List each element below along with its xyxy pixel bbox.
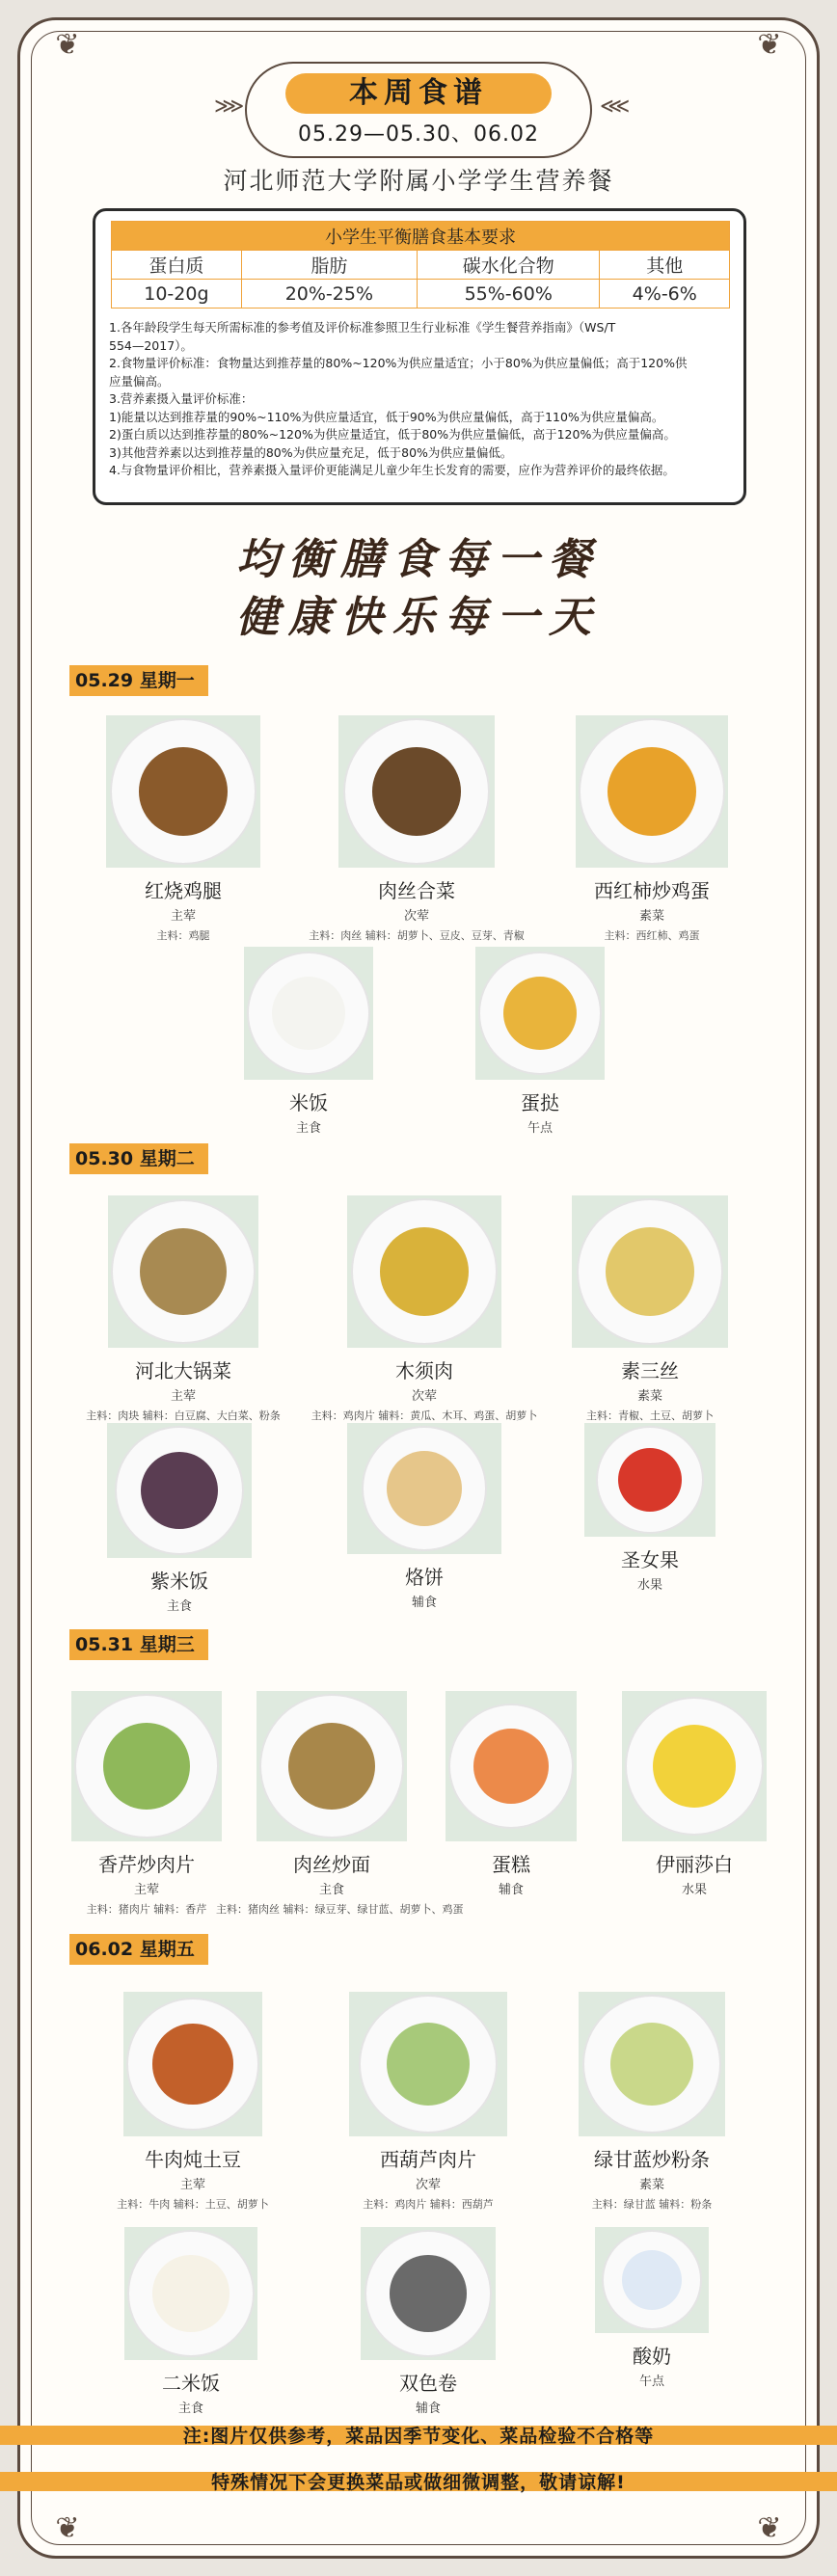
dish-card bbox=[536, 715, 768, 943]
dish-type: 主荤 bbox=[133, 1883, 159, 1897]
food-icon bbox=[152, 2024, 232, 2104]
corner-ornament-top-right: ❦ bbox=[757, 28, 782, 62]
dish-name: 西红柿炒鸡蛋 bbox=[594, 879, 710, 902]
dish-card bbox=[68, 715, 299, 943]
dish-card bbox=[536, 1992, 768, 2212]
dish-name: 西葫芦肉片 bbox=[380, 2148, 476, 2171]
req-note: 554—2017）。 bbox=[109, 337, 193, 353]
dish-name: 双色卷 bbox=[399, 2372, 457, 2395]
day-label-friday: 06.02 星期五 bbox=[69, 1934, 208, 1965]
dish-type: 次荤 bbox=[403, 909, 429, 924]
dish-photo bbox=[595, 2227, 709, 2333]
food-icon bbox=[103, 1723, 191, 1811]
food-icon bbox=[387, 2023, 471, 2106]
dish-name: 米饭 bbox=[289, 1091, 328, 1114]
food-icon bbox=[622, 2250, 682, 2310]
dish-ingredients: 主料：鸡肉片 辅料：西葫芦 bbox=[363, 2198, 494, 2211]
dish-photo bbox=[123, 1992, 262, 2136]
req-header-fat: 脂肪 bbox=[241, 251, 417, 280]
dish-name: 香芹炒肉片 bbox=[98, 1853, 195, 1876]
dish-type: 辅食 bbox=[415, 2402, 441, 2416]
dish-type: 主荤 bbox=[170, 909, 196, 924]
req-note: 1)能量以达到推荐量的90%~110%为供应量适宜，低于90%为供应量偏低，高于110%为供应量偏高。 bbox=[109, 409, 664, 424]
day-label-wednesday: 05.31 星期三 bbox=[69, 1629, 208, 1660]
dish-name: 木须肉 bbox=[395, 1359, 453, 1382]
dish-photo bbox=[576, 715, 728, 868]
req-value-protein: 10-20g bbox=[112, 280, 242, 309]
dish-type: 次荤 bbox=[415, 2178, 441, 2192]
dish-card bbox=[312, 2227, 544, 2416]
dish-name: 肉丝炒面 bbox=[293, 1853, 370, 1876]
food-icon bbox=[372, 747, 461, 836]
dish-card bbox=[534, 1195, 766, 1423]
food-icon bbox=[288, 1723, 376, 1811]
dish-card bbox=[309, 1195, 540, 1423]
dish-photo bbox=[349, 1992, 507, 2136]
dish-type: 辅食 bbox=[411, 1596, 437, 1610]
footer-note-2: 特殊情况下会更换菜品或做细微调整，敬请谅解! bbox=[211, 2472, 626, 2493]
dish-type: 素菜 bbox=[638, 909, 664, 924]
dish-type: 次荤 bbox=[411, 1389, 437, 1404]
dish-ingredients: 主料：鸡肉片 辅料：黄瓜、木耳、鸡蛋、胡萝卜 bbox=[310, 1409, 538, 1422]
requirements-table bbox=[111, 221, 730, 309]
req-note: 3)其他营养素以达到推荐量的80%为供应量充足，低于80%为供应量偏低。 bbox=[109, 444, 513, 460]
slogan-line-2: 健康快乐每一天 bbox=[236, 593, 601, 642]
dish-type: 主荤 bbox=[170, 1389, 196, 1404]
food-icon bbox=[610, 2023, 694, 2106]
food-icon bbox=[141, 1452, 219, 1530]
dish-card bbox=[301, 715, 532, 943]
dish-photo bbox=[572, 1195, 728, 1348]
food-icon bbox=[606, 1227, 694, 1316]
req-value-carbs: 55%-60% bbox=[417, 280, 600, 309]
dish-card bbox=[312, 1992, 544, 2212]
dish-ingredients: 主料：猪肉片 辅料：香芹 bbox=[86, 1903, 207, 1916]
dish-type: 主食 bbox=[166, 1599, 192, 1614]
dish-name: 圣女果 bbox=[621, 1548, 679, 1571]
dish-name: 红烧鸡腿 bbox=[145, 879, 222, 902]
footer-note-1: 注:图片仅供参考，菜品因季节变化、菜品检验不合格等 bbox=[182, 2426, 655, 2447]
req-header-other: 其他 bbox=[600, 251, 730, 280]
page-title: 本周食谱 bbox=[285, 73, 552, 114]
food-icon bbox=[473, 1729, 549, 1804]
dish-ingredients: 主料：绿甘蓝 辅料：粉条 bbox=[591, 2198, 713, 2211]
dish-card bbox=[77, 1992, 309, 2212]
dish-photo bbox=[338, 715, 495, 868]
req-value-fat: 20%-25% bbox=[241, 280, 417, 309]
week-dates: 05.29—05.30、06.02 bbox=[298, 122, 539, 147]
dish-name: 肉丝合菜 bbox=[378, 879, 455, 902]
dish-name: 紫米饭 bbox=[150, 1570, 208, 1593]
dish-ingredients: 主料：牛肉 辅料：土豆、胡萝卜 bbox=[117, 2198, 269, 2211]
requirements-notes bbox=[109, 319, 736, 480]
title-banner bbox=[245, 62, 592, 158]
dish-card bbox=[68, 1195, 299, 1423]
dish-type: 午点 bbox=[526, 1121, 553, 1136]
dish-name: 河北大锅菜 bbox=[135, 1359, 231, 1382]
req-note: 2.食物量评价标准：食物量达到推荐量的80%~120%为供应量适宜；小于80%为供应量偏低；高于120%供 bbox=[109, 356, 688, 370]
school-name: 河北师范大学附属小学学生营养餐 bbox=[223, 167, 614, 195]
food-icon bbox=[140, 1228, 228, 1316]
corner-ornament-top-left: ❦ bbox=[55, 28, 80, 62]
dish-type: 午点 bbox=[638, 2375, 664, 2389]
req-note: 2)蛋白质以达到推荐量的80%~120%为供应量适宜，低于80%为供应量偏低，高于120%为供应量偏高。 bbox=[109, 427, 676, 442]
dish-photo bbox=[475, 947, 605, 1080]
req-header-protein: 蛋白质 bbox=[112, 251, 242, 280]
dish-photo bbox=[244, 947, 373, 1080]
dish-ingredients: 主料：肉块 辅料：白豆腐、大白菜、粉条 bbox=[86, 1409, 281, 1422]
day-label-tuesday: 05.30 星期二 bbox=[69, 1143, 208, 1174]
food-icon bbox=[608, 747, 696, 836]
req-note: 1.各年龄段学生每天所需标准的参考值及评价标准参照卫生行业标准《学生餐营养指南》（WS/T bbox=[109, 320, 616, 335]
dish-photo bbox=[106, 715, 260, 868]
dish-type: 素菜 bbox=[636, 1389, 662, 1404]
dish-photo bbox=[108, 1195, 258, 1348]
req-value-other: 4%-6% bbox=[600, 280, 730, 309]
req-note: 3.营养素摄入量评价标准： bbox=[109, 391, 254, 406]
dish-card bbox=[75, 2227, 307, 2416]
dish-photo bbox=[124, 2227, 257, 2360]
dish-ingredients: 主料：肉丝 辅料：胡萝卜、豆皮、豆芽、青椒 bbox=[309, 929, 525, 942]
dish-type: 水果 bbox=[681, 1883, 707, 1897]
dish-card bbox=[424, 947, 656, 1136]
dish-name: 绿甘蓝炒粉条 bbox=[594, 2148, 710, 2171]
requirements-box bbox=[93, 208, 746, 505]
dish-type: 水果 bbox=[636, 1578, 662, 1593]
dish-type: 素菜 bbox=[638, 2178, 664, 2192]
dish-photo bbox=[71, 1691, 222, 1841]
dish-card bbox=[534, 1423, 766, 1593]
dish-type: 主食 bbox=[318, 1883, 344, 1897]
dish-type: 主食 bbox=[295, 1121, 321, 1136]
food-icon bbox=[380, 1227, 469, 1316]
dish-name: 牛肉炖土豆 bbox=[145, 2148, 241, 2171]
dish-photo bbox=[446, 1691, 577, 1841]
dish-name: 伊丽莎白 bbox=[656, 1853, 733, 1876]
dish-card bbox=[309, 1423, 540, 1610]
dish-photo bbox=[107, 1423, 252, 1558]
dish-ingredients: 主料：鸡腿 bbox=[156, 929, 210, 942]
dish-card bbox=[579, 1691, 810, 1897]
food-icon bbox=[152, 2255, 229, 2331]
dish-photo bbox=[347, 1423, 501, 1554]
food-icon bbox=[139, 747, 228, 836]
req-note: 应量偏高。 bbox=[109, 373, 170, 389]
food-icon bbox=[653, 1725, 737, 1809]
dish-name: 蛋挞 bbox=[521, 1091, 559, 1114]
dish-name: 酸奶 bbox=[633, 2345, 671, 2368]
dish-type: 主荤 bbox=[179, 2178, 205, 2192]
dish-photo bbox=[361, 2227, 496, 2360]
title-deco-left: ⋙ bbox=[214, 94, 245, 119]
dish-card bbox=[193, 947, 424, 1136]
dish-name: 二米饭 bbox=[162, 2372, 220, 2395]
dish-ingredients: 主料：猪肉丝 辅料：绿豆芽、绿甘蓝、胡萝卜、鸡蛋 bbox=[216, 1903, 464, 1916]
dish-ingredients: 主料：青椒、土豆、胡萝卜 bbox=[586, 1409, 714, 1422]
dish-type: 主食 bbox=[177, 2402, 203, 2416]
day-label-monday: 05.29 星期一 bbox=[69, 665, 208, 696]
req-note: 4.与食物量评价相比，营养素摄入量评价更能满足儿童少年生长发育的需要，应作为营养评价的最终依据。 bbox=[109, 463, 675, 477]
dish-photo bbox=[622, 1691, 767, 1841]
dish-card bbox=[536, 2227, 768, 2389]
food-icon bbox=[387, 1451, 462, 1526]
dish-name: 蛋糕 bbox=[492, 1853, 530, 1876]
req-header-carbs: 碳水化合物 bbox=[417, 251, 600, 280]
requirements-title: 小学生平衡膳食基本要求 bbox=[112, 222, 730, 251]
food-icon bbox=[390, 2255, 466, 2331]
corner-ornament-bottom-right: ❦ bbox=[757, 2511, 782, 2545]
dish-name: 烙饼 bbox=[405, 1566, 444, 1589]
corner-ornament-bottom-left: ❦ bbox=[55, 2511, 80, 2545]
dish-name: 素三丝 bbox=[621, 1359, 679, 1382]
dish-photo bbox=[584, 1423, 716, 1537]
title-deco-right: ⋘ bbox=[600, 94, 631, 119]
dish-type: 辅食 bbox=[498, 1883, 524, 1897]
dish-photo bbox=[579, 1992, 725, 2136]
dish-photo bbox=[347, 1195, 501, 1348]
dish-card bbox=[64, 1423, 295, 1614]
slogan-line-1: 均衡膳食每一餐 bbox=[236, 535, 601, 584]
dish-photo bbox=[256, 1691, 407, 1841]
dish-ingredients: 主料：西红柿、鸡蛋 bbox=[604, 929, 700, 942]
